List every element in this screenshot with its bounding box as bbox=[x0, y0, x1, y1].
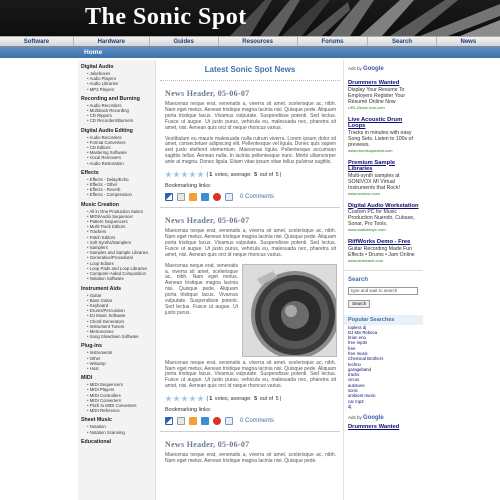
sidebar-item[interactable]: • CD Recorders/Burners bbox=[78, 118, 155, 123]
popular-search-link[interactable]: DJ Mix Rebeca bbox=[348, 329, 378, 335]
star-icon[interactable] bbox=[181, 395, 188, 402]
sidebar-item[interactable]: • Format Converters bbox=[78, 140, 155, 145]
post-heading[interactable]: News Header, 05-06-07 bbox=[165, 216, 250, 226]
sidebar-item[interactable]: • MIDI Players bbox=[78, 387, 155, 392]
stumbleupon-icon[interactable] bbox=[213, 193, 221, 201]
ad-url[interactable]: www.sinewave.com bbox=[348, 257, 383, 263]
comments-link[interactable]: 0 Comments bbox=[240, 418, 275, 425]
sidebar-category[interactable]: Effects bbox=[81, 169, 99, 176]
nav-hardware[interactable]: Hardware bbox=[74, 37, 150, 46]
sidebar-item[interactable]: • Guitar bbox=[78, 293, 155, 298]
star-icon[interactable] bbox=[165, 171, 172, 178]
sidebar-item[interactable]: • Multitrack Recording bbox=[78, 108, 155, 113]
post-body-with-image bbox=[165, 264, 336, 357]
sidebar-item[interactable]: • Other bbox=[78, 356, 155, 361]
furl-icon[interactable] bbox=[189, 193, 197, 201]
popular-search-link[interactable]: free music bbox=[348, 350, 368, 356]
rating-max: 5 bbox=[275, 171, 279, 178]
sidebar-category[interactable]: Digital Audio Editing bbox=[81, 127, 133, 134]
sidebar-item[interactable]: • Effects - Other bbox=[78, 182, 155, 187]
ad-headline[interactable]: Digital Audio Workstation bbox=[348, 202, 419, 209]
ad-text: Custom PC for Music Production Nuendo, Cubase, Sonar, Pro Tools. bbox=[348, 209, 415, 227]
nav-search[interactable]: Search bbox=[368, 37, 437, 46]
bookmark-icons bbox=[165, 193, 336, 201]
popular-search-link[interactable]: free mp3s bbox=[348, 340, 368, 346]
star-icon[interactable] bbox=[165, 395, 172, 402]
ad-url[interactable]: www.audiotecpc.com bbox=[348, 227, 386, 232]
rating-max: 5 bbox=[275, 395, 279, 402]
post-rating: ( 1 votes, average: 5 out of 5 ) bbox=[165, 171, 336, 178]
sidebar-item[interactable]: • CD Editors bbox=[78, 145, 155, 150]
bookmark-icons bbox=[165, 417, 336, 425]
nav-news[interactable]: News bbox=[460, 39, 477, 45]
home-link[interactable]: Home bbox=[84, 49, 103, 56]
sidebar-item[interactable]: • MIDI Converters bbox=[78, 398, 155, 403]
star-icon[interactable] bbox=[197, 171, 204, 178]
news-post bbox=[160, 432, 340, 473]
popular-search-link[interactable]: techno bbox=[348, 361, 361, 367]
post-paragraph: Maecenas neque erat, venenatis a, viverra sit amet, scelerisque ac, nibh. Nam eget metus. Aenean tristique magna lacinia nisi. Quisque pede. bbox=[165, 452, 336, 465]
sidebar-item[interactable]: • Soft Synths/Samplers bbox=[78, 240, 155, 245]
reddit-icon[interactable] bbox=[201, 417, 209, 425]
sidebar-item[interactable]: • All in One Production Suites bbox=[78, 209, 155, 214]
popular-searches-heading: Popular Searches bbox=[344, 315, 423, 325]
ad-text: Guitar Recording Made Fun Effects • Drums • Jam Online bbox=[348, 245, 415, 258]
nav-guides[interactable]: Guides bbox=[150, 37, 219, 46]
news-post bbox=[160, 81, 340, 208]
sidebar-item[interactable]: • Notation bbox=[78, 424, 155, 429]
bookmark-label: Bookmarking links: bbox=[165, 407, 212, 414]
sidebar-category[interactable]: Educational bbox=[81, 438, 112, 445]
sidebar-category[interactable]: Instrument Aids bbox=[81, 285, 122, 292]
post-paragraph: Maecenas neque erat, venenatis a, viverra sit amet, scelerisque ac, nibh. Nam eget metus. Aenean tristique magna lacinia nisi. Quisque pede. Aliquam porta tristique lacus. Vivamus vulputate. Suspendisse potenti. Sed lectus. Fusce ut augue. Ut justo purus. bbox=[165, 262, 238, 316]
sidebar-item[interactable]: • Drums/Percussion bbox=[78, 308, 155, 313]
sidebar-item[interactable]: • Loop Pads and Loop Libraries bbox=[78, 266, 155, 271]
search-button[interactable]: Search bbox=[348, 300, 370, 308]
nav-forums[interactable]: Forums bbox=[298, 37, 369, 46]
site-header bbox=[0, 0, 500, 36]
sidebar-item[interactable]: • Song Slowdown Software bbox=[78, 334, 155, 339]
ad-url[interactable]: URL-Music.cclo.com bbox=[348, 104, 385, 110]
sidebar-item[interactable]: • Instruments bbox=[78, 350, 155, 355]
page-title: Latest Sonic Spot News bbox=[160, 60, 340, 81]
post-paragraph: Vestibulum eu mauris malesuada nulla rutrum viverra. Lorem ipsum dolor sit amet, consectetuer adipiscing elit. Pellentesque vel ligula. Donec quis sapien sed justo eleifend elementum. Maecenas ligula. Pellentesque accumsan sagittis tellus. Aenean nulla. In lacinia pellentesque nunc. Morbi ullamcorper ante at magna. Donec ligula. Etiam vitae ipsum vitae tellus pulvinar sagittis. bbox=[165, 135, 336, 166]
sidebar-item[interactable]: • Jukeboxes bbox=[78, 71, 155, 76]
sidebar-item[interactable]: • MIDI Sequencers bbox=[78, 382, 155, 387]
popular-search-link[interactable]: dj bbox=[348, 403, 352, 409]
sidebar-item[interactable]: • Pattern Sequencers bbox=[78, 219, 155, 224]
ad-headline[interactable]: Live Acoustic Drum Loops bbox=[348, 116, 403, 129]
text-ad bbox=[344, 199, 423, 236]
comment-icon[interactable] bbox=[225, 193, 233, 201]
star-icon[interactable] bbox=[189, 395, 196, 402]
sidebar-item[interactable]: • MIDI/Audio Sequencer bbox=[78, 214, 155, 219]
rating-average: 5 bbox=[254, 395, 258, 402]
popular-search-link[interactable]: circus bbox=[348, 377, 360, 383]
ad-text: Multi-synth samples at SONIVOX MI Virtual Instruments that Rock! bbox=[348, 172, 400, 191]
ad-url[interactable]: www.sonivox.com bbox=[348, 190, 380, 196]
sidebar-category[interactable]: Music Creation bbox=[81, 201, 119, 208]
sidebar-category[interactable]: MIDI bbox=[81, 375, 93, 382]
sidebar-item[interactable]: • Samples and Sample Libraries bbox=[78, 250, 155, 255]
popular-search-link[interactable]: garageband bbox=[348, 366, 371, 372]
delicious-icon[interactable] bbox=[165, 193, 173, 201]
star-icon[interactable] bbox=[197, 395, 204, 402]
rating-votes: 1 bbox=[209, 395, 213, 402]
sidebar-item[interactable]: • Notation Software bbox=[78, 276, 155, 281]
sidebar-item[interactable]: • Chord Generators bbox=[78, 319, 155, 324]
sidebar-item[interactable]: • Instrument Tuners bbox=[78, 324, 155, 329]
sidebar-item[interactable]: • Host bbox=[78, 366, 155, 371]
text-ad bbox=[344, 156, 423, 199]
sidebar-item[interactable]: • DJ Music Software bbox=[78, 313, 155, 318]
ads-by-google[interactable]: Ads by Google bbox=[348, 66, 384, 72]
comments-link[interactable]: 0 Comments bbox=[240, 194, 275, 201]
popular-searches-list bbox=[344, 325, 423, 410]
reddit-icon[interactable] bbox=[201, 193, 209, 201]
bookmark-label: Bookmarking links: bbox=[165, 183, 212, 190]
sidebar-item[interactable]: • Audio Restoration bbox=[78, 161, 155, 166]
ad-headline[interactable]: Premium Sample Libraries bbox=[348, 159, 396, 172]
nav-software[interactable]: Software bbox=[0, 37, 74, 46]
sidebar-item[interactable]: • Effects - Compression bbox=[78, 192, 155, 197]
search-heading: Search bbox=[344, 270, 423, 285]
sidebar-item[interactable]: • Computer-Aided Composition bbox=[78, 271, 155, 276]
sidebar-category[interactable]: Sheet Music bbox=[81, 417, 112, 424]
sidebar-item[interactable]: • Audio Recorders bbox=[78, 135, 155, 140]
ad-url[interactable]: www.drumloopsdeal.com bbox=[348, 147, 393, 153]
popular-search-link[interactable]: tracks bbox=[348, 372, 360, 378]
popular-search-link[interactable]: Chemical Brothers bbox=[348, 356, 384, 362]
popular-search-link[interactable]: sonic bbox=[348, 388, 359, 394]
decorative-burst-graphic bbox=[330, 0, 500, 36]
post-paragraph: Maecenas neque erat, venenatis a, viverra sit amet, scelerisque ac, nibh. Nam eget metus. Aenean tristique magna lacinia nisi. Quisque pede. Aliquam porta tristique lacus. Vivamus vulputate. Suspendisse potenti. Sed lectus. Fusce ut augue. Ut justo purus, vehicula eu, malesuada nec, pharetra sit amet, nisi. Aenean quis orci id neque rhoncus varius. bbox=[165, 101, 336, 131]
text-ad bbox=[344, 76, 423, 113]
popular-search-link[interactable]: topless dj bbox=[348, 324, 367, 330]
ads-by-google-footer[interactable]: Ads by Google bbox=[348, 415, 384, 422]
sidebar-item[interactable]: • Effects - Reverb bbox=[78, 187, 155, 192]
stumbleupon-icon[interactable] bbox=[213, 417, 221, 425]
digg-icon[interactable] bbox=[177, 193, 185, 201]
sidebar-category[interactable]: Digital Audio bbox=[81, 64, 114, 70]
sidebar-item[interactable]: • Pitch to MIDI Converters bbox=[78, 403, 155, 408]
sidebar-item[interactable]: • Audio Players bbox=[78, 76, 155, 81]
rating-votes: 1 bbox=[209, 171, 213, 178]
search-input[interactable]: type and wait to search bbox=[348, 287, 418, 295]
star-icon[interactable] bbox=[181, 171, 188, 178]
popular-search-link[interactable]: car mp3 bbox=[348, 398, 364, 404]
sidebar-item[interactable]: • Bass Guitar bbox=[78, 298, 155, 303]
post-paragraph: Maecenas neque erat, venenatis a, viverra sit amet, scelerisque ac, nibh. Nam eget metus. Aenean tristique magna lacinia nisi. Quisque pede. Aliquam porta tristique lacus. Vivamus vulputate. Suspendisse potenti. Sed lectus. Fusce ut augue. Ut justo purus, vehicula eu, malesuada nec, pharetra sit amet, nisi. Aenean quis orci id neque rhoncus varius. bbox=[165, 359, 336, 390]
popular-search-link[interactable]: autotune bbox=[348, 382, 365, 388]
speaker-image bbox=[243, 265, 337, 357]
sidebar-item[interactable]: • Samplers bbox=[78, 245, 155, 250]
ads-column bbox=[343, 60, 423, 500]
delicious-icon[interactable] bbox=[165, 417, 173, 425]
sidebar-item[interactable]: • Winamp bbox=[78, 361, 155, 366]
sidebar-item[interactable]: • Audio Recorders bbox=[78, 103, 155, 108]
comment-icon[interactable] bbox=[225, 417, 233, 425]
news-post bbox=[160, 208, 340, 432]
digg-icon[interactable] bbox=[177, 417, 185, 425]
sidebar-item[interactable]: • MIDI Controllers bbox=[78, 393, 155, 398]
furl-icon[interactable] bbox=[189, 417, 197, 425]
ad-headline[interactable]: RiffWorks Demo - Free bbox=[348, 239, 411, 245]
speaker-photo bbox=[242, 264, 337, 357]
ad-text: Display Your Resume To Employers Register Your Résumé Online Now bbox=[348, 86, 406, 105]
sidebar-item[interactable]: • Notation Scanning bbox=[78, 430, 155, 435]
star-icon[interactable] bbox=[173, 171, 180, 178]
post-heading[interactable]: News Header, 05-06-07 bbox=[165, 89, 250, 98]
post-heading[interactable]: News Header, 05-06-07 bbox=[165, 440, 250, 450]
sidebar-item[interactable]: • MP3 Players bbox=[78, 87, 155, 92]
sidebar-item[interactable]: • Patch Editors bbox=[78, 235, 155, 240]
sidebar-item[interactable]: • Trackers bbox=[78, 229, 155, 234]
post-rating: ( 1 votes, average: 5 out of 5 ) bbox=[165, 395, 336, 402]
sidebar-item[interactable]: • Audio Libraries bbox=[78, 81, 155, 86]
top-navigation bbox=[0, 36, 500, 47]
sidebar-item[interactable]: • Multi-Track Editors bbox=[78, 224, 155, 229]
news-column bbox=[160, 60, 340, 500]
sidebar-item[interactable]: • Mastering Software bbox=[78, 150, 155, 155]
ad-headline[interactable]: Drummers Wanted bbox=[348, 424, 400, 431]
star-icon[interactable] bbox=[173, 395, 180, 402]
sidebar-item[interactable]: • Metronomes bbox=[78, 329, 155, 334]
category-sidebar bbox=[78, 60, 156, 500]
sidebar-item[interactable]: • Generative/Procedural bbox=[78, 255, 155, 260]
sidebar-item[interactable]: • CD Rippers bbox=[78, 113, 155, 118]
popular-search-link[interactable]: ambient music bbox=[348, 393, 376, 399]
sidebar-item[interactable]: • Keyboard bbox=[78, 303, 155, 308]
popular-search-link[interactable]: free bbox=[348, 345, 356, 351]
ad-headline[interactable]: Drummers Wanted bbox=[348, 80, 400, 86]
sidebar-item[interactable]: • Effects - Delay/Echo bbox=[78, 177, 155, 182]
ad-text: Tracks in minutes with easy Song Sets. Listen to 100s of previews. bbox=[348, 129, 413, 148]
sidebar-item[interactable]: • Vocal Removers bbox=[78, 155, 155, 160]
sidebar-category[interactable]: Recording and Burning bbox=[81, 95, 140, 102]
nav-resources[interactable]: Resources bbox=[219, 37, 298, 46]
post-paragraph: Maecenas neque erat, venenatis a, viverra sit amet, scelerisque ac, nibh. Nam eget metus. Aenean tristique magna lacinia nisi. Quisque pede. Aliquam porta tristique lacus. Vivamus vulputate. Suspendisse potenti. Sed lectus. Fusce ut augue. Ut justo purus, vehicula eu, malesuada nec, pharetra sit amet, nisi. Aenean quis orci id neque rhoncus varius. bbox=[165, 228, 336, 258]
sidebar-category[interactable]: Plug-ins bbox=[81, 343, 102, 350]
sidebar-item[interactable]: • MIDI Reference bbox=[78, 408, 155, 413]
popular-search-link[interactable]: brian eno bbox=[348, 335, 366, 341]
rating-average: 5 bbox=[254, 171, 258, 178]
text-ad bbox=[344, 113, 423, 156]
site-title-logo[interactable]: The Sonic Spot bbox=[85, 4, 247, 30]
ad-list bbox=[344, 76, 423, 266]
breadcrumb-bar bbox=[0, 47, 500, 58]
star-icon[interactable] bbox=[189, 171, 196, 178]
text-ad bbox=[344, 235, 423, 266]
sidebar-item[interactable]: • Loop Editors bbox=[78, 261, 155, 266]
